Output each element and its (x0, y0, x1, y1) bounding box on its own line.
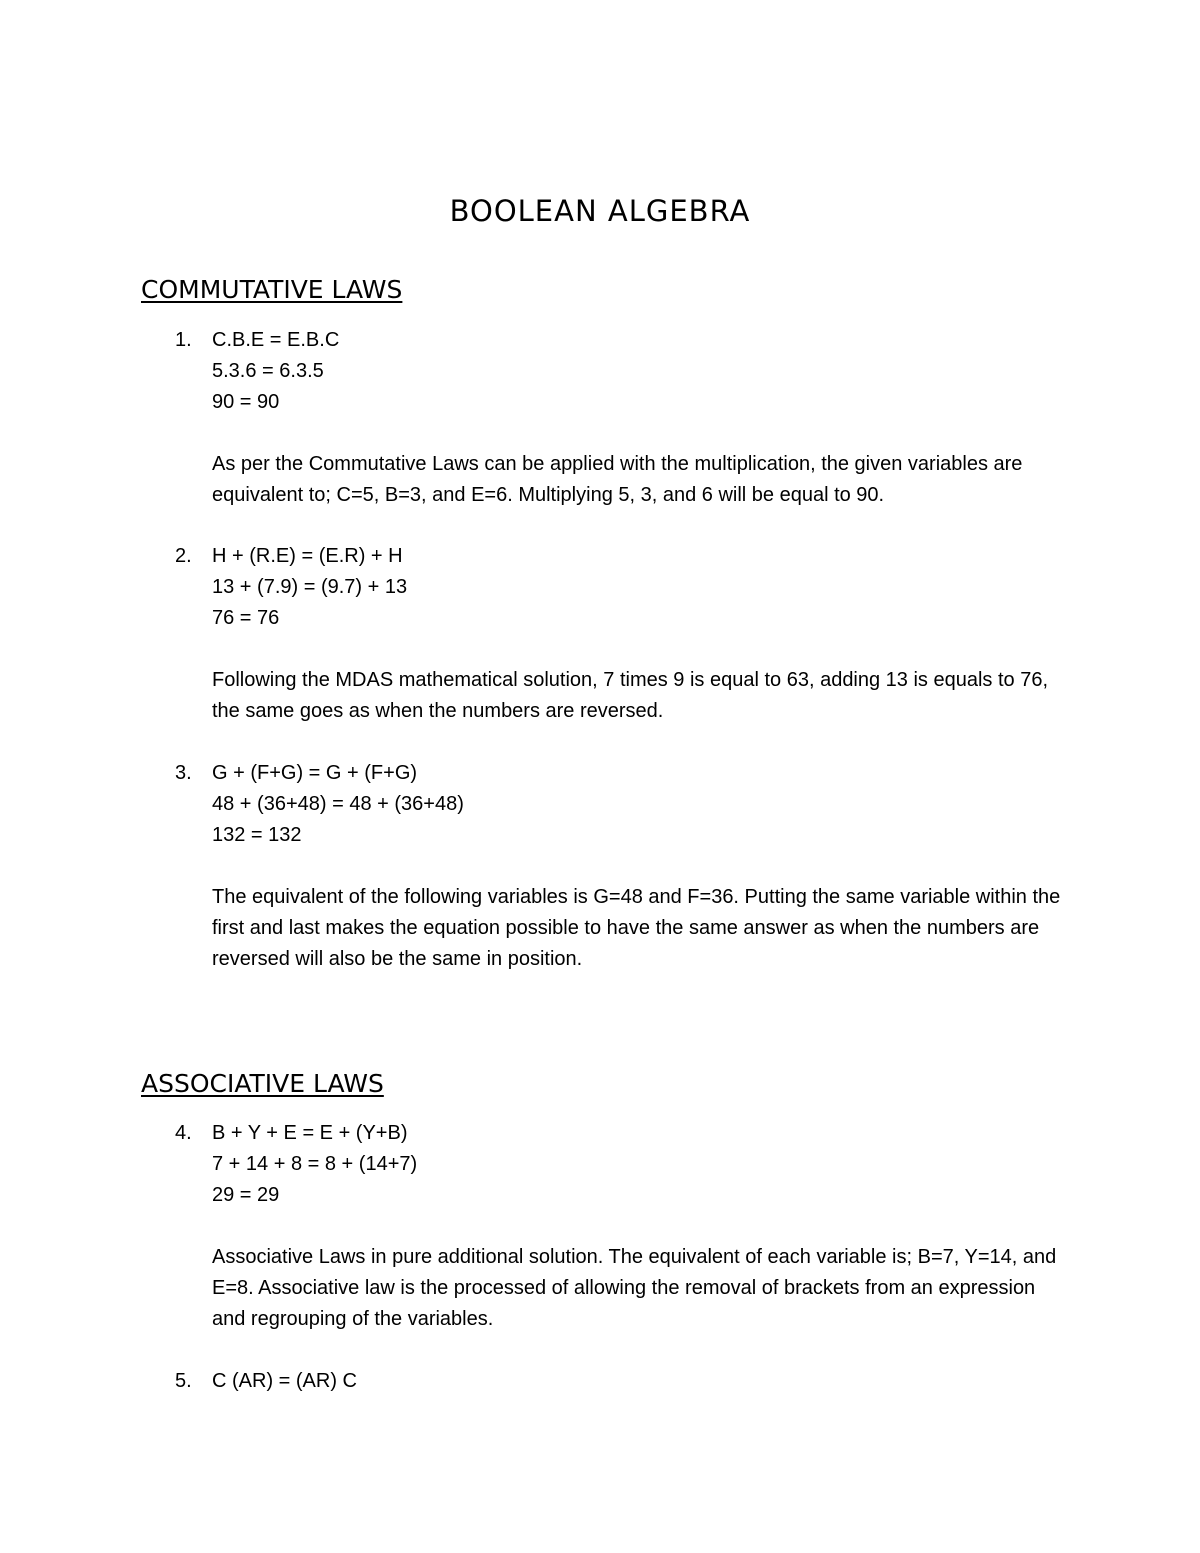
equation-line: 132 = 132 (212, 824, 302, 846)
equation-line: 48 + (36+48) = 48 + (36+48) (212, 793, 464, 815)
item-number: 5. (175, 1370, 192, 1392)
item-number: 1. (175, 329, 192, 351)
item-body (212, 325, 1072, 511)
equation-line: 7 + 14 + 8 = 8 + (14+7) (212, 1153, 418, 1175)
equation-line: 76 = 76 (212, 607, 280, 629)
explanation-paragraph: As per the Commutative Laws can be applied with the multiplication, the given variables are equivalent to; C=5, B=3, and E=6. Multiplying 5, 3, and 6 will be equal to 90. (212, 453, 1023, 506)
item-body (212, 1366, 1072, 1397)
item-number: 4. (175, 1122, 192, 1144)
equation-line: 5.3.6 = 6.3.5 (212, 360, 324, 382)
equation-line: G + (F+G) = G + (F+G) (212, 762, 418, 784)
item-body (212, 541, 1072, 727)
explanation-paragraph: Associative Laws in pure additional solution. The equivalent of each variable is; B=7, Y=14, and E=8. Associative law is the processed of allowing the removal of brackets from an expression and regrouping of the variables. (212, 1246, 1057, 1330)
equation-line: B + Y + E = E + (Y+B) (212, 1122, 408, 1144)
equation-line: C (AR) = (AR) C (212, 1370, 357, 1392)
explanation-paragraph: The equivalent of the following variables is G=48 and F=36. Putting the same variable within the first and last makes the equation possible to have the same answer as when the numbers are reversed will also be the same in position. (212, 886, 1061, 970)
item-body (212, 758, 1072, 975)
document-title: BOOLEAN ALGEBRA (449, 194, 751, 228)
equation-line: 29 = 29 (212, 1184, 280, 1206)
equation-line: 90 = 90 (212, 391, 280, 413)
equation-line: H + (R.E) = (E.R) + H (212, 545, 403, 567)
section-heading-associative: ASSOCIATIVE LAWS (141, 1069, 384, 1098)
equation-line: 13 + (7.9) = (9.7) + 13 (212, 576, 408, 598)
item-body (212, 1118, 1072, 1335)
explanation-paragraph: Following the MDAS mathematical solution, 7 times 9 is equal to 63, adding 13 is equals to 76, the same goes as when the numbers are reversed. (212, 669, 1049, 722)
section-heading-commutative: COMMUTATIVE LAWS (141, 275, 403, 304)
item-number: 2. (175, 545, 192, 567)
equation-line: C.B.E = E.B.C (212, 329, 340, 351)
item-number: 3. (175, 762, 192, 784)
